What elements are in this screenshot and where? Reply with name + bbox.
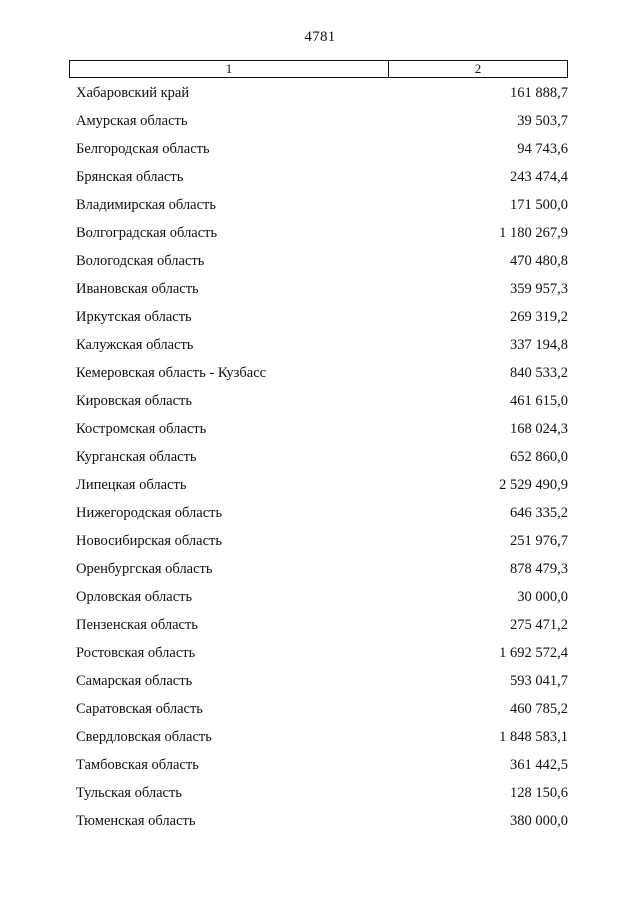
region-name: Костромская область — [76, 421, 207, 437]
region-amount: 359 957,3 — [510, 281, 568, 297]
region-amount: 461 615,0 — [510, 393, 568, 409]
region-name: Ивановская область — [76, 281, 199, 297]
region-name: Самарская область — [76, 673, 193, 689]
table-row — [0, 672, 640, 700]
table-row — [0, 756, 640, 784]
region-name: Липецкая область — [76, 477, 187, 493]
region-name: Ростовская область — [76, 645, 196, 661]
table-row — [0, 448, 640, 476]
region-amount: 593 041,7 — [510, 673, 568, 689]
table-row — [0, 616, 640, 644]
table-row — [0, 588, 640, 616]
table-row — [0, 644, 640, 672]
table-row — [0, 112, 640, 140]
region-amount: 470 480,8 — [510, 253, 568, 269]
region-amount: 39 503,7 — [517, 113, 568, 129]
table-row — [0, 784, 640, 812]
table-row — [0, 308, 640, 336]
region-amount: 171 500,0 — [510, 197, 568, 213]
region-name: Волгоградская область — [76, 225, 218, 241]
table-row — [0, 140, 640, 168]
region-amount: 168 024,3 — [510, 421, 568, 437]
region-name: Свердловская область — [76, 729, 212, 745]
region-amount: 275 471,2 — [510, 617, 568, 633]
page-number: 4781 — [304, 29, 336, 45]
region-name: Новосибирская область — [76, 533, 222, 549]
table-row — [0, 504, 640, 532]
region-name: Белгородская область — [76, 141, 210, 157]
region-name: Курганская область — [76, 449, 197, 465]
table-row — [0, 364, 640, 392]
region-name: Вологодская область — [76, 253, 205, 269]
table-row — [0, 224, 640, 252]
region-name: Амурская область — [76, 113, 188, 129]
region-amount: 94 743,6 — [517, 141, 568, 157]
table-row — [0, 560, 640, 588]
table-row — [0, 336, 640, 364]
region-name: Оренбургская область — [76, 561, 213, 577]
table-row — [0, 392, 640, 420]
region-name: Хабаровский край — [76, 85, 190, 101]
table-row — [0, 532, 640, 560]
region-name: Брянская область — [76, 169, 184, 185]
region-name: Кировская область — [76, 393, 193, 409]
table-row — [0, 252, 640, 280]
region-amount: 840 533,2 — [510, 365, 568, 381]
region-name: Саратовская область — [76, 701, 203, 717]
region-amount: 1 180 267,9 — [499, 225, 568, 241]
region-amount: 128 150,6 — [510, 785, 568, 801]
region-amount: 652 860,0 — [510, 449, 568, 465]
table-row — [0, 420, 640, 448]
region-name: Тюменская область — [76, 813, 196, 829]
table-body — [0, 84, 640, 840]
region-amount: 251 976,7 — [510, 533, 568, 549]
region-amount: 243 474,4 — [510, 169, 568, 185]
region-amount: 361 442,5 — [510, 757, 568, 773]
column-header-2: 2 — [474, 61, 482, 76]
table-row — [0, 700, 640, 728]
region-amount: 337 194,8 — [510, 337, 568, 353]
region-name: Калужская область — [76, 337, 194, 353]
column-header-1: 1 — [70, 61, 389, 77]
table-row — [0, 728, 640, 756]
region-name: Тамбовская область — [76, 757, 199, 773]
region-amount: 1 692 572,4 — [499, 645, 568, 661]
region-amount: 646 335,2 — [510, 505, 568, 521]
region-amount: 1 848 583,1 — [499, 729, 568, 745]
region-name: Кемеровская область - Кузбасс — [76, 365, 267, 381]
table-row — [0, 476, 640, 504]
region-name: Нижегородская область — [76, 505, 223, 521]
region-amount: 380 000,0 — [510, 813, 568, 829]
region-amount: 2 529 490,9 — [499, 477, 568, 493]
region-name: Орловская область — [76, 589, 193, 605]
region-amount: 269 319,2 — [510, 309, 568, 325]
region-amount: 161 888,7 — [510, 85, 568, 101]
table-row — [0, 168, 640, 196]
region-name: Владимирская область — [76, 197, 216, 213]
region-name: Пензенская область — [76, 617, 198, 633]
region-amount: 30 000,0 — [517, 589, 568, 605]
table-row — [0, 812, 640, 840]
table-row — [0, 280, 640, 308]
region-name: Тульская область — [76, 785, 182, 801]
region-name: Иркутская область — [76, 309, 192, 325]
region-amount: 460 785,2 — [510, 701, 568, 717]
table-row — [0, 84, 640, 112]
region-amount: 878 479,3 — [510, 561, 568, 577]
table-row — [0, 196, 640, 224]
table-header — [69, 60, 568, 78]
